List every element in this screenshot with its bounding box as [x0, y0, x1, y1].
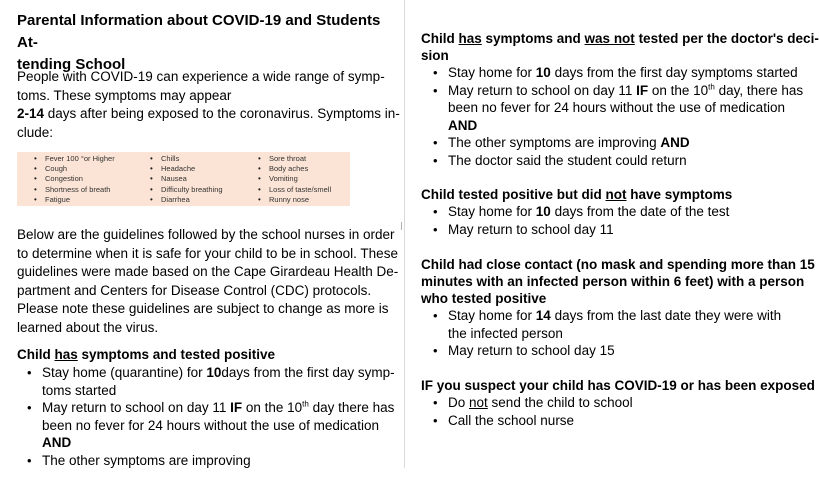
suspect-exposure-list: [423, 394, 633, 429]
item-continuation: toms started: [42, 382, 117, 398]
heading-underlined: not: [605, 187, 627, 202]
item-text: Do: [448, 395, 470, 410]
item-text: send the child to school: [487, 395, 633, 410]
column-divider: [404, 0, 405, 468]
list-item: [17, 364, 395, 399]
page-edge-mark: [398, 222, 402, 230]
item-and: AND: [42, 435, 72, 451]
guidelines-line: learned about the virus.: [17, 319, 159, 335]
heading-text: symptoms and tested positive: [77, 347, 276, 362]
symptom-item: • Shortness of breath: [33, 185, 115, 195]
heading-text: who tested positive: [421, 291, 547, 306]
symptom-item: • Sore throat: [257, 154, 331, 164]
item-text: Stay home for: [448, 308, 536, 323]
item-bold: AND: [660, 135, 690, 151]
item-text: The other symptoms are improving: [448, 135, 661, 151]
item-bold: 14: [535, 308, 551, 323]
page-title: [17, 10, 389, 76]
heading-text: minutes with an infected person within 6 feet) with a person: [421, 274, 805, 289]
item-text: Stay home (quarantine) for: [42, 365, 207, 380]
list-item: • May return to school day 15: [423, 342, 781, 360]
symptom-item: • Chills: [149, 154, 223, 164]
symptom-item: • Difficulty breathing: [149, 185, 223, 195]
item-text: May return to school on day 11: [42, 400, 231, 416]
list-item: [423, 307, 781, 342]
ordinal-suffix: th: [708, 82, 715, 92]
symptoms-column-2: [149, 154, 223, 205]
heading-text: have symptoms: [626, 187, 733, 202]
guidelines-line: Below are the guidelines followed by the school nurses in order: [17, 227, 395, 242]
item-text: days from the date of the test: [550, 204, 730, 219]
item-text: days from the first day symptoms started: [550, 65, 798, 80]
heading-text: Child: [421, 31, 459, 46]
item-bold: IF: [230, 400, 243, 416]
symptoms-column-3: [257, 154, 331, 205]
section-heading-positive-no-symptoms: [421, 186, 732, 203]
heading-text: symptoms and: [481, 31, 585, 46]
close-contact-list: [423, 307, 781, 360]
guidelines-line: guidelines were made based on the Cape Girardeau Health De-: [17, 264, 399, 279]
heading-underlined: has: [458, 31, 482, 46]
item-bold: IF: [636, 82, 649, 98]
item-text: May return to school on day 11: [448, 82, 637, 98]
title-line-2: tending School: [17, 56, 126, 73]
positive-no-symptoms-list: [423, 203, 729, 238]
item-text: day, there has: [714, 82, 804, 98]
list-item: • The doctor said the student could return: [423, 152, 803, 170]
section-heading-suspect-exposure: IF you suspect your child has COVID-19 or has been exposed: [421, 378, 815, 393]
guidelines-line: partment and Centers for Disease Control (CDC) protocols.: [17, 282, 372, 298]
intro-line-2: toms. These symptoms may appear: [17, 87, 232, 103]
list-item: • May return to school day 11: [423, 221, 729, 239]
heading-text: tested per the doctor's deci-: [634, 31, 819, 46]
section-heading-close-contact: [421, 256, 815, 307]
symptoms-positive-list: [17, 364, 395, 470]
intro-line-1: People with COVID-19 can experience a wide range of symp-: [17, 69, 385, 84]
item-text: Stay home for: [448, 65, 536, 80]
symptoms-not-tested-list: [423, 64, 803, 170]
list-item: [423, 82, 803, 135]
item-text: on the 10: [648, 82, 709, 98]
intro-paragraph: [17, 68, 400, 142]
ordinal-suffix: th: [302, 399, 309, 409]
symptom-item: • Fever 100 °or Higher: [33, 154, 115, 164]
item-bold: 10: [535, 204, 551, 219]
item-text: days from the last date they were with: [550, 308, 782, 323]
list-item: • Call the school nurse: [423, 412, 633, 430]
guidelines-line: Please note these guidelines are subject to change as more is: [17, 301, 389, 316]
symptoms-column-1: [33, 154, 115, 205]
symptom-item: • Loss of taste/smell: [257, 185, 331, 195]
list-item: [423, 394, 633, 412]
symptom-item: • Diarrhea: [149, 195, 223, 205]
list-item: [423, 134, 803, 152]
list-item: • The other symptoms are improving: [17, 452, 395, 470]
intro-line-3-text: days after being exposed to the coronavirus. Symptoms in-: [44, 106, 400, 121]
item-text: days from the first day symp-: [221, 365, 395, 380]
section-heading-symptoms-positive: [17, 346, 275, 363]
section-heading-symptoms-not-tested: [421, 30, 819, 64]
item-text: day there has: [308, 400, 395, 416]
symptom-item: • Congestion: [33, 174, 115, 184]
item-underlined: not: [469, 395, 488, 410]
list-item: [423, 203, 729, 221]
symptom-item: • Headache: [149, 164, 223, 174]
item-bold: 10: [535, 65, 551, 80]
heading-text: Child: [17, 347, 55, 362]
heading-underlined: was not: [584, 31, 635, 46]
symptom-item: • Cough: [33, 164, 115, 174]
guidelines-paragraph: [17, 226, 397, 337]
title-line-1: Parental Information about COVID-19 and Students At-: [17, 12, 381, 51]
symptom-item: • Vomiting: [257, 174, 331, 184]
item-continuation: the infected person: [448, 325, 563, 341]
days-range: 2-14: [17, 106, 45, 121]
list-item: [17, 399, 395, 452]
item-text: Stay home for: [448, 204, 536, 219]
symptom-item: • Fatigue: [33, 195, 115, 205]
heading-text: Child tested positive but did: [421, 187, 606, 202]
intro-line-3: [17, 105, 400, 124]
list-item: [423, 64, 803, 82]
item-bold: 10: [206, 365, 222, 380]
item-continuation: been no fever for 24 hours without the use of medication: [42, 417, 379, 433]
guidelines-line: to determine when it is safe for your child to be in school. These: [17, 245, 398, 261]
heading-text: Child had close contact (no mask and spending more than 15: [421, 257, 815, 272]
item-and: AND: [448, 117, 478, 133]
symptom-item: • Body aches: [257, 164, 331, 174]
symptoms-box: [17, 152, 350, 206]
heading-underlined: has: [54, 347, 78, 362]
intro-line-4: clude:: [17, 124, 54, 140]
item-text: on the 10: [242, 400, 303, 416]
symptom-item: • Nausea: [149, 174, 223, 184]
item-continuation: been no fever for 24 hours without the use of medication: [448, 100, 785, 116]
symptom-item: • Runny nose: [257, 195, 331, 205]
heading-text: sion: [421, 48, 449, 63]
